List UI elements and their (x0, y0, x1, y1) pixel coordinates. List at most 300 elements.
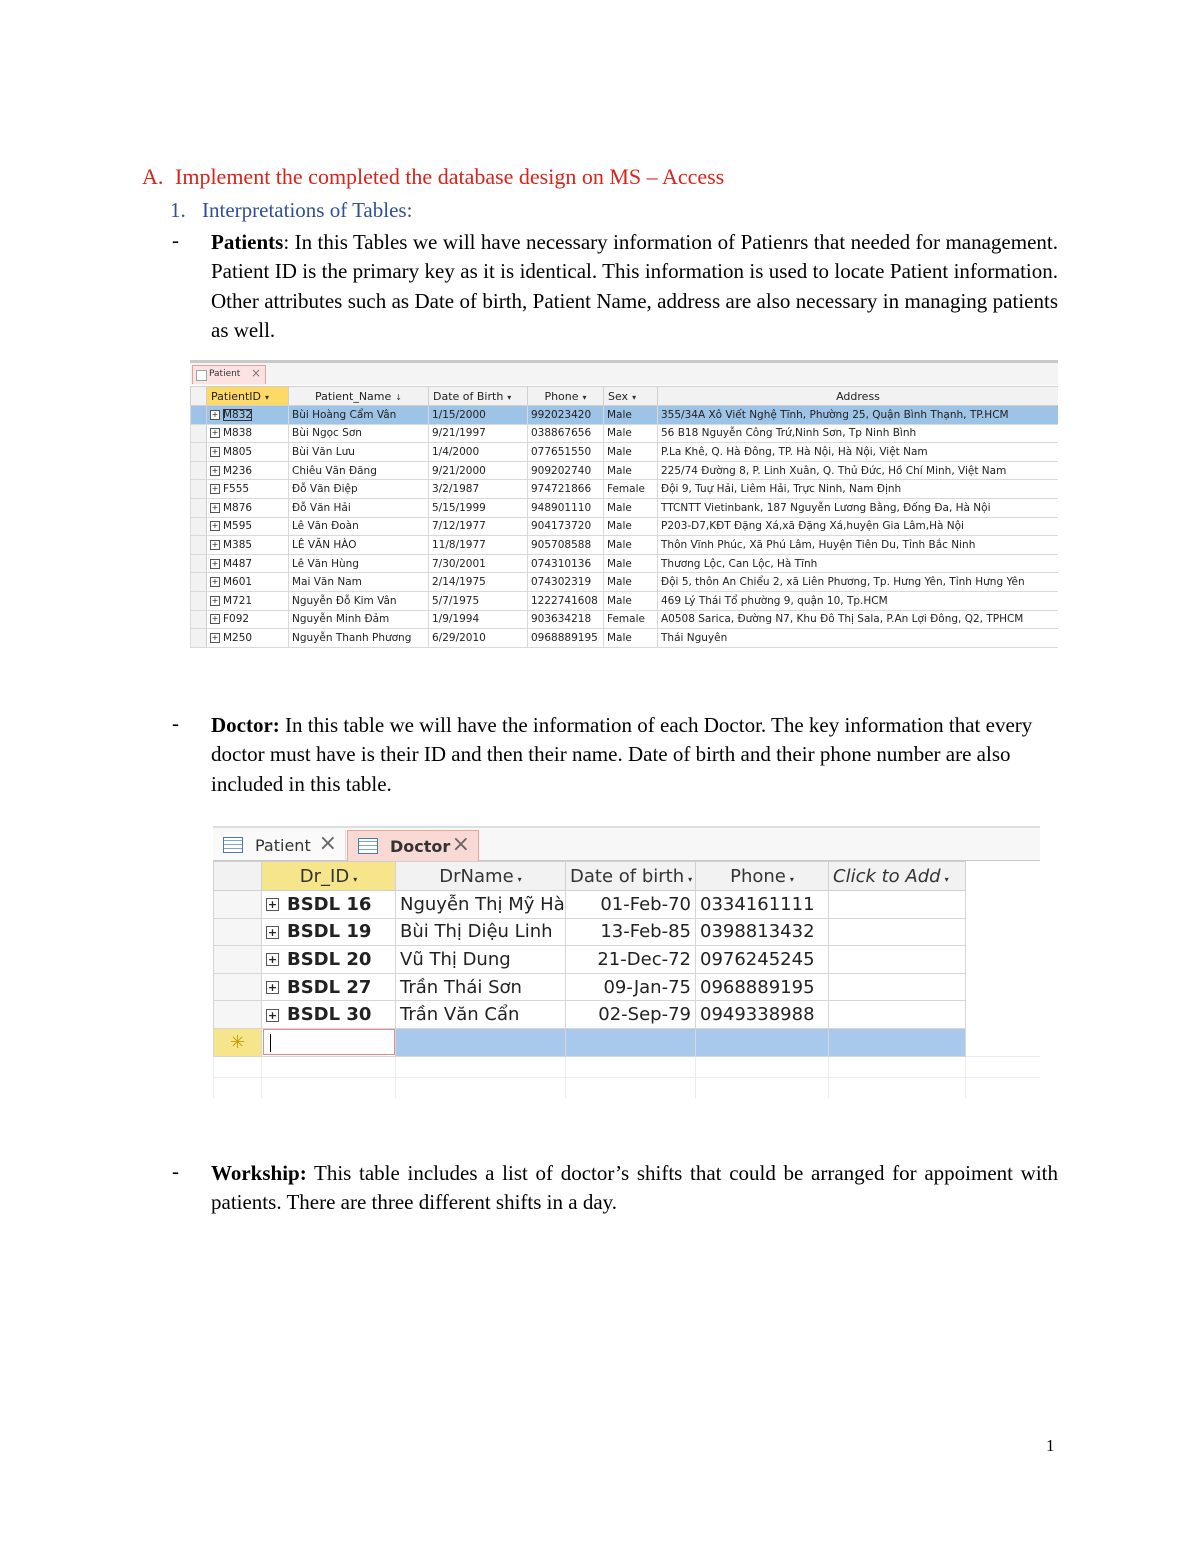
expand-icon[interactable]: + (211, 558, 219, 568)
workship-term: Workship: (211, 1161, 307, 1185)
table-cell[interactable] (696, 891, 829, 919)
tab-doctor[interactable] (347, 830, 479, 861)
row-selector-header[interactable] (191, 387, 207, 406)
table-cell[interactable] (289, 554, 429, 573)
table-cell[interactable] (528, 443, 604, 462)
table-cell[interactable] (658, 424, 1059, 443)
table-cell[interactable] (207, 610, 289, 629)
row-selector[interactable] (214, 1001, 262, 1029)
row-selector[interactable] (214, 946, 262, 974)
cell-value: Male (607, 427, 632, 440)
cell-value: 0334161111 (700, 893, 815, 915)
empty-header (966, 862, 1041, 891)
table-cell[interactable] (829, 946, 966, 974)
table-cell[interactable] (528, 517, 604, 536)
cell-value: Mai Văn Nam (292, 576, 362, 589)
table-cell[interactable] (528, 424, 604, 443)
expand-icon[interactable]: + (211, 614, 219, 624)
cell-value: 948901110 (531, 501, 592, 514)
close-icon[interactable]: × (451, 832, 470, 857)
doctor-term: Doctor: (211, 713, 280, 737)
cell-value: Chiêu Văn Đăng (292, 464, 377, 477)
empty-cell (696, 1056, 829, 1077)
column-header-patient-name[interactable]: Patient_Name ↓ (289, 387, 429, 406)
table-cell[interactable] (566, 946, 696, 974)
table-cell[interactable] (658, 406, 1059, 425)
table-cell[interactable] (207, 480, 289, 499)
expand-icon[interactable]: + (267, 981, 278, 995)
row-selector[interactable] (191, 424, 207, 443)
empty-cell (262, 1056, 396, 1077)
row-selector[interactable] (214, 918, 262, 946)
cell-value: Female (607, 613, 645, 626)
cell-value: Male (607, 631, 632, 644)
cell-value: 1222741608 (531, 594, 598, 607)
row-selector-header[interactable] (214, 862, 262, 891)
cell-value: Trần Thái Sơn (400, 976, 522, 998)
cell-value: Male (607, 594, 632, 607)
table-cell[interactable] (429, 536, 528, 555)
cell-value: 992023420 (531, 408, 592, 421)
cell-value: 0949338988 (700, 1004, 815, 1026)
table-cell[interactable] (528, 629, 604, 648)
table-row[interactable] (191, 536, 1059, 555)
close-icon[interactable]: × (251, 366, 262, 380)
workship-paragraph (211, 1159, 1058, 1218)
table-cell[interactable] (658, 480, 1059, 499)
table-cell[interactable] (262, 973, 396, 1001)
table-cell[interactable] (658, 461, 1059, 480)
table-row[interactable] (191, 629, 1059, 648)
empty-row (214, 1077, 1041, 1098)
column-header-phone[interactable]: Phone ▾ (528, 387, 604, 406)
cell-value: Nguyễn Thị Mỹ Hà (400, 893, 565, 915)
row-selector[interactable] (191, 461, 207, 480)
expand-icon[interactable]: + (267, 1008, 278, 1022)
cell-value: 02-Sep-79 (598, 1004, 691, 1026)
cell-value: 225/74 Đường 8, P. Linh Xuân, Q. Thủ Đức, Hồ Chí Minh, Việt Nam (661, 464, 1007, 477)
cell-value: Male (607, 576, 632, 589)
table-cell[interactable] (528, 610, 604, 629)
table-cell[interactable] (566, 1001, 696, 1029)
bullet-dash: - (172, 1159, 179, 1183)
column-header-click-to-add[interactable]: Click to Add ▾ (829, 862, 966, 891)
table-cell[interactable] (528, 498, 604, 517)
table-cell[interactable] (289, 498, 429, 517)
cell-value: Male (607, 557, 632, 570)
cell-value: M721 (223, 594, 253, 607)
table-cell[interactable] (604, 573, 658, 592)
table-cell[interactable] (829, 918, 966, 946)
dropdown-arrow-icon: ▾ (265, 392, 270, 402)
row-selector[interactable] (191, 480, 207, 499)
table-cell[interactable] (207, 461, 289, 480)
table-cell[interactable] (396, 1028, 566, 1056)
table-cell[interactable] (289, 480, 429, 499)
table-cell[interactable] (658, 498, 1059, 517)
row-selector[interactable] (191, 629, 207, 648)
expand-icon[interactable]: + (211, 428, 219, 438)
cell-value: Đỗ Văn Hải (292, 501, 351, 514)
table-cell[interactable] (429, 406, 528, 425)
expand-icon[interactable]: + (211, 465, 219, 475)
row-selector[interactable] (191, 573, 207, 592)
table-row[interactable] (191, 480, 1059, 499)
table-cell[interactable] (658, 517, 1059, 536)
table-cell[interactable] (658, 610, 1059, 629)
grid-padding (966, 891, 1041, 919)
cell-value: 0398813432 (700, 921, 815, 943)
cell-value: 6/29/2010 (432, 631, 486, 644)
table-row[interactable] (191, 424, 1059, 443)
table-cell[interactable] (829, 973, 966, 1001)
expand-icon[interactable]: + (211, 409, 219, 419)
table-cell[interactable] (604, 536, 658, 555)
tab-patient-label: Patient (209, 369, 241, 379)
table-cell[interactable] (696, 918, 829, 946)
table-cell[interactable] (429, 517, 528, 536)
cell-value: Thương Lộc, Can Lộc, Hà Tĩnh (661, 557, 818, 570)
cell-value: Nguyễn Thanh Phương (292, 631, 412, 644)
cell-value: Đội 5, thôn An Chiểu 2, xã Liên Phương, Tp. Hưng Yên, Tỉnh Hưng Yên (661, 576, 1025, 589)
cell-value: Trần Văn Cẩn (400, 1004, 520, 1026)
table-cell[interactable] (289, 406, 429, 425)
cell-value: Bùi Ngọc Sơn (292, 427, 362, 440)
cell-value: Female (607, 483, 645, 496)
table-cell[interactable] (566, 1028, 696, 1056)
cell-value: 1/9/1994 (432, 613, 480, 626)
table-cell[interactable] (604, 498, 658, 517)
cell-value: 903634218 (531, 613, 592, 626)
table-cell[interactable] (658, 554, 1059, 573)
close-icon[interactable]: × (318, 831, 337, 856)
column-header-date-of-birth[interactable]: Date of Birth ▾ (429, 387, 528, 406)
doctor-table-screenshot (213, 826, 1040, 1098)
table-cell[interactable] (604, 461, 658, 480)
table-cell[interactable] (207, 406, 289, 425)
table-cell[interactable] (429, 554, 528, 573)
cell-value: 1/4/2000 (432, 445, 480, 458)
table-icon (358, 838, 378, 854)
table-cell[interactable] (289, 461, 429, 480)
cell-value: Male (607, 538, 632, 551)
cell-value: M601 (223, 576, 253, 589)
table-row[interactable] (191, 443, 1059, 462)
cell-value: BSDL 30 (287, 1004, 372, 1026)
column-header-phone[interactable]: Phone ▾ (696, 862, 829, 891)
table-cell[interactable] (658, 629, 1059, 648)
cell-value: Male (607, 501, 632, 514)
grid-padding (966, 918, 1041, 946)
empty-cell (829, 1077, 966, 1098)
table-row[interactable] (191, 517, 1059, 536)
cell-value: 5/7/1975 (432, 594, 480, 607)
cell-value: 09-Jan-75 (603, 976, 691, 998)
table-icon (196, 370, 207, 381)
dropdown-arrow-icon: ▾ (632, 392, 637, 402)
sort-icon: ↓ (395, 392, 402, 402)
cell-value: 469 Lý Thái Tổ phường 9, quận 10, Tp.HCM (661, 594, 888, 607)
table-cell[interactable] (528, 480, 604, 499)
expand-icon[interactable]: + (267, 953, 278, 967)
table-cell[interactable] (604, 424, 658, 443)
cell-value: 13-Feb-85 (600, 921, 691, 943)
dropdown-arrow-icon: ▾ (517, 874, 522, 884)
subsection-title: Interpretations of Tables: (202, 198, 413, 222)
patients-text: : In this Tables we will have necessary information of Patienrs that needed for management. Patient ID is the primary key as it is identical. This information is used to locate Patient information. Other attributes such as Date of birth, Patient Name, address are also necessary in managing patients as well. (211, 230, 1058, 342)
table-cell[interactable] (528, 591, 604, 610)
cell-value: F555 (223, 483, 250, 496)
table-cell[interactable] (528, 536, 604, 555)
table-cell[interactable] (528, 461, 604, 480)
column-header-dr-id[interactable]: Dr_ID ▾ (262, 862, 396, 891)
cell-value: 0968889195 (531, 631, 598, 644)
table-cell[interactable] (396, 918, 566, 946)
table-cell[interactable] (429, 629, 528, 648)
table-cell[interactable] (289, 443, 429, 462)
row-selector[interactable] (191, 406, 207, 425)
table-cell[interactable] (658, 536, 1059, 555)
table-cell[interactable] (604, 554, 658, 573)
cell-value: 904173720 (531, 520, 592, 533)
table-cell[interactable] (829, 891, 966, 919)
table-row[interactable] (214, 973, 1041, 1001)
table-cell[interactable] (207, 573, 289, 592)
dropdown-arrow-icon: ▾ (789, 874, 794, 884)
empty-cell (566, 1056, 696, 1077)
cell-value: 9/21/1997 (432, 427, 486, 440)
tab-patient[interactable] (192, 365, 266, 384)
table-cell[interactable] (829, 1028, 966, 1056)
grid-padding (966, 1001, 1041, 1029)
expand-icon[interactable]: + (211, 632, 219, 642)
cell-value: 074302319 (531, 576, 592, 589)
cell-value: Lê Văn Hùng (292, 557, 359, 570)
cell-value: 355/34A Xô Viết Nghệ Tĩnh, Phường 25, Quận Bình Thạnh, TP.HCM (661, 408, 1009, 421)
cell-value: Thái Nguyên (661, 631, 728, 644)
column-header-address[interactable]: Address (658, 387, 1059, 406)
expand-icon[interactable]: + (211, 521, 219, 531)
patient-tab-bar (190, 363, 1058, 385)
cell-value: 2/14/1975 (432, 576, 486, 589)
new-record-icon[interactable]: ✳ (214, 1028, 262, 1056)
cell-value: P.La Khê, Q. Hà Đông, TP. Hà Nội, Hà Nội, Việt Nam (661, 445, 928, 458)
row-selector[interactable] (191, 610, 207, 629)
cell-value: Thôn Vĩnh Phúc, Xã Phú Lâm, Huyện Tiên Du, Tỉnh Bắc Ninh (661, 538, 976, 551)
cell-value: LÊ VĂN HÀO (292, 538, 357, 551)
cell-value: M876 (223, 501, 253, 514)
table-cell[interactable] (829, 1001, 966, 1029)
table-cell[interactable] (289, 573, 429, 592)
table-row[interactable] (191, 554, 1059, 573)
column-header-date-of-birth[interactable]: Date of birth ▾ (566, 862, 696, 891)
table-row[interactable] (191, 610, 1059, 629)
table-cell[interactable] (696, 973, 829, 1001)
doctor-datasheet (213, 861, 1040, 1098)
row-selector[interactable] (191, 443, 207, 462)
cell-value: Nguyễn Minh Đảm (292, 613, 390, 626)
table-row[interactable] (191, 573, 1059, 592)
cell-value: 9/21/2000 (432, 464, 486, 477)
table-cell[interactable] (396, 1001, 566, 1029)
table-cell[interactable] (696, 1001, 829, 1029)
column-header-patientid[interactable]: PatientID ▾ (207, 387, 289, 406)
page-number: 1 (1046, 1436, 1055, 1455)
table-cell[interactable] (289, 536, 429, 555)
cell-value: 56 B18 Nguyễn Công Trứ,Ninh Sơn, Tp Ninh Bình (661, 427, 917, 440)
cell-value: 7/30/2001 (432, 557, 486, 570)
table-cell[interactable] (566, 891, 696, 919)
doctor-paragraph (211, 711, 1058, 799)
table-cell[interactable] (207, 629, 289, 648)
table-cell[interactable] (658, 573, 1059, 592)
expand-icon[interactable]: + (211, 577, 219, 587)
grid-padding (966, 973, 1041, 1001)
tab-patient[interactable] (213, 830, 346, 860)
row-selector[interactable] (191, 498, 207, 517)
table-cell[interactable] (566, 918, 696, 946)
row-selector[interactable] (191, 554, 207, 573)
empty-cell (696, 1077, 829, 1098)
expand-icon[interactable]: + (211, 446, 219, 456)
cell-value: 905708588 (531, 538, 592, 551)
table-cell[interactable] (429, 610, 528, 629)
table-cell[interactable] (604, 443, 658, 462)
table-cell[interactable] (289, 517, 429, 536)
table-cell[interactable] (429, 461, 528, 480)
table-cell[interactable] (207, 443, 289, 462)
expand-icon[interactable]: + (211, 484, 219, 494)
table-cell[interactable] (396, 973, 566, 1001)
table-cell[interactable] (207, 536, 289, 555)
table-row[interactable] (191, 461, 1059, 480)
expand-icon[interactable]: + (211, 539, 219, 549)
column-header-drname[interactable]: DrName ▾ (396, 862, 566, 891)
table-cell[interactable] (604, 406, 658, 425)
empty-cell (396, 1056, 566, 1077)
table-cell[interactable] (207, 498, 289, 517)
table-cell[interactable] (429, 498, 528, 517)
empty-cell (214, 1077, 262, 1098)
table-cell[interactable] (604, 610, 658, 629)
table-cell[interactable] (289, 591, 429, 610)
table-cell[interactable] (207, 517, 289, 536)
expand-icon[interactable]: + (267, 925, 278, 939)
table-cell[interactable] (528, 573, 604, 592)
table-cell[interactable] (696, 1028, 829, 1056)
table-cell[interactable] (289, 424, 429, 443)
table-cell[interactable] (262, 1028, 396, 1056)
table-row[interactable] (191, 406, 1059, 425)
cell-value: M250 (223, 631, 253, 644)
table-cell[interactable] (566, 973, 696, 1001)
row-selector[interactable] (214, 891, 262, 919)
cell-value: F092 (223, 613, 250, 626)
table-cell[interactable] (262, 891, 396, 919)
table-cell[interactable] (262, 946, 396, 974)
expand-icon[interactable]: + (267, 898, 278, 912)
row-selector[interactable] (214, 973, 262, 1001)
table-cell[interactable] (528, 554, 604, 573)
cell-value: M236 (223, 464, 253, 477)
column-header-sex[interactable]: Sex ▾ (604, 387, 658, 406)
row-selector[interactable] (191, 517, 207, 536)
table-cell[interactable] (262, 918, 396, 946)
dropdown-arrow-icon: ▾ (944, 874, 949, 884)
empty-cell (966, 1056, 1041, 1077)
cell-value: 5/15/1999 (432, 501, 486, 514)
empty-cell (829, 1056, 966, 1077)
cell-value: Vũ Thị Dung (400, 948, 511, 970)
table-cell[interactable] (289, 610, 429, 629)
table-row[interactable] (191, 498, 1059, 517)
row-selector[interactable] (191, 536, 207, 555)
section-marker: A. (142, 164, 164, 189)
table-cell[interactable] (429, 480, 528, 499)
cell-value: Bùi Thị Diệu Linh (400, 921, 553, 943)
table-cell[interactable] (696, 946, 829, 974)
cell-value: BSDL 27 (287, 976, 372, 998)
expand-icon[interactable]: + (211, 595, 219, 605)
table-cell[interactable] (396, 891, 566, 919)
empty-cell (214, 1056, 262, 1077)
table-cell[interactable] (207, 591, 289, 610)
table-cell[interactable] (207, 424, 289, 443)
cell-value: Male (607, 408, 632, 421)
table-cell[interactable] (658, 591, 1059, 610)
cell-value: 909202740 (531, 464, 592, 477)
patients-term: Patients (211, 230, 284, 254)
table-cell[interactable] (289, 629, 429, 648)
table-cell[interactable] (207, 554, 289, 573)
table-row[interactable] (214, 891, 1041, 919)
cell-value: BSDL 20 (287, 948, 372, 970)
table-cell[interactable] (429, 591, 528, 610)
cell-value: 7/12/1977 (432, 520, 486, 533)
expand-icon[interactable]: + (211, 502, 219, 512)
empty-cell (966, 1077, 1041, 1098)
table-cell[interactable] (262, 1001, 396, 1029)
cell-value: TTCNTT Vietinbank, 187 Nguyễn Lương Bằng, Đống Đa, Hà Nội (661, 501, 991, 514)
cell-value: Đội 9, Tuự Hải, Liêm Hải, Trực Ninh, Nam Định (661, 483, 902, 496)
table-cell[interactable] (604, 629, 658, 648)
dropdown-arrow-icon: ▾ (688, 874, 693, 884)
doctor-tab-bar (213, 828, 1040, 861)
new-record-row[interactable] (214, 1028, 1041, 1056)
cell-value: Male (607, 464, 632, 477)
empty-cell (396, 1077, 566, 1098)
table-cell[interactable] (429, 424, 528, 443)
cell-value: 0968889195 (700, 976, 815, 998)
table-row[interactable] (214, 918, 1041, 946)
table-cell[interactable] (528, 406, 604, 425)
table-cell[interactable] (396, 946, 566, 974)
text-cursor (270, 1034, 271, 1052)
cell-value: 0976245245 (700, 948, 815, 970)
table-cell[interactable] (604, 517, 658, 536)
table-cell[interactable] (604, 480, 658, 499)
table-row[interactable] (191, 591, 1059, 610)
table-row[interactable] (214, 1001, 1041, 1029)
table-cell[interactable] (429, 443, 528, 462)
table-cell[interactable] (658, 443, 1059, 462)
table-cell[interactable] (604, 591, 658, 610)
table-row[interactable] (214, 946, 1041, 974)
table-cell[interactable] (429, 573, 528, 592)
tab-doctor-label: Doctor (390, 837, 451, 856)
cell-value: M595 (223, 520, 253, 533)
row-selector[interactable] (191, 591, 207, 610)
